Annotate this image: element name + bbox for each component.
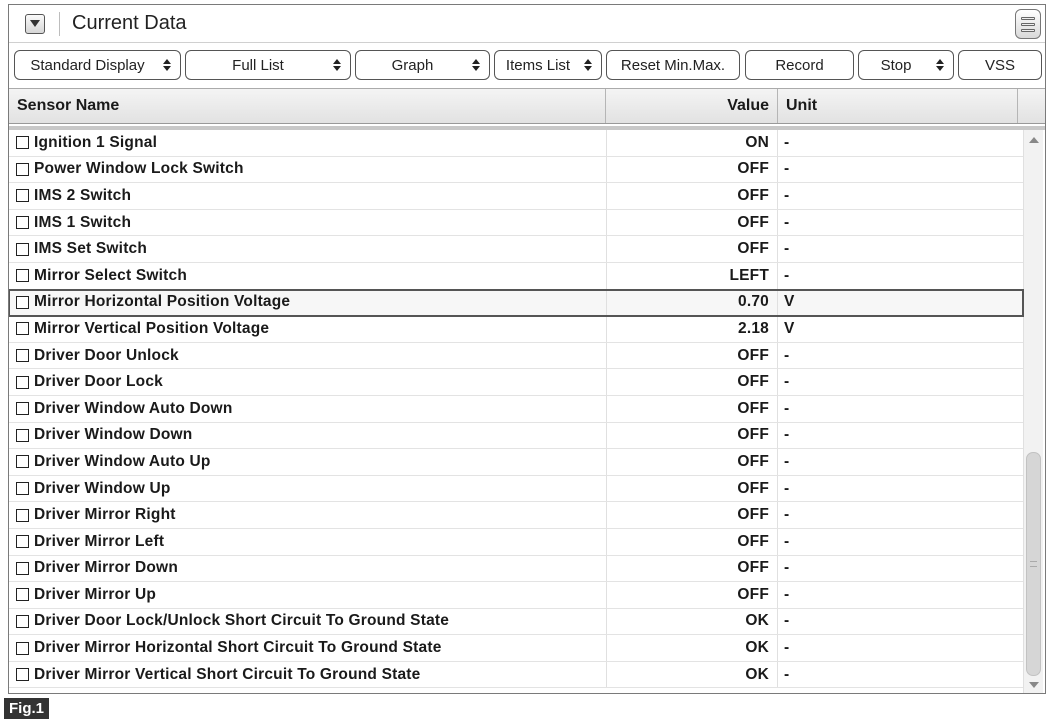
sensor-name: Driver Mirror Right — [34, 506, 176, 524]
sensor-name: Mirror Vertical Position Voltage — [34, 319, 270, 337]
sensor-value: OFF — [607, 396, 778, 422]
sensor-name: Mirror Select Switch — [34, 266, 188, 284]
table-row[interactable] — [9, 423, 1023, 450]
updown-arrow-icon — [933, 59, 947, 71]
toolbar — [9, 43, 1045, 87]
sensor-unit: - — [784, 213, 790, 231]
row-checkbox[interactable] — [16, 136, 29, 149]
table-row[interactable] — [9, 183, 1023, 210]
row-checkbox[interactable] — [16, 349, 29, 362]
column-header-unit[interactable]: Unit — [778, 89, 1018, 123]
sensor-name-cell — [9, 423, 607, 449]
figure-label: Fig.1 — [4, 698, 49, 719]
title-separator — [59, 12, 60, 36]
sensor-name: IMS Set Switch — [34, 240, 148, 258]
table-row[interactable] — [9, 130, 1023, 157]
sensor-unit: - — [784, 532, 790, 550]
row-checkbox[interactable] — [16, 455, 29, 468]
sensor-value: OFF — [607, 183, 778, 209]
column-header-filler — [1018, 89, 1046, 123]
sensor-value: OK — [607, 635, 778, 661]
column-header-sensor-name[interactable]: Sensor Name — [9, 89, 606, 123]
sensor-name-cell — [9, 502, 607, 528]
sensor-name-cell — [9, 635, 607, 661]
row-checkbox[interactable] — [16, 269, 29, 282]
grid-header — [9, 88, 1046, 124]
row-checkbox[interactable] — [16, 243, 29, 256]
sensor-name-cell — [9, 449, 607, 475]
table-row[interactable] — [9, 582, 1023, 609]
table-row[interactable] — [9, 290, 1023, 317]
row-checkbox[interactable] — [16, 615, 29, 628]
sensor-unit: - — [784, 373, 790, 391]
row-checkbox[interactable] — [16, 482, 29, 495]
row-checkbox[interactable] — [16, 322, 29, 335]
sensor-value: OFF — [607, 556, 778, 582]
sensor-name: Driver Window Down — [34, 426, 193, 444]
sensor-name-cell — [9, 556, 607, 582]
sensor-value: OK — [607, 662, 778, 688]
sensor-unit: - — [784, 186, 790, 204]
row-checkbox[interactable] — [16, 429, 29, 442]
table-row[interactable] — [9, 343, 1023, 370]
updown-arrow-icon — [469, 59, 483, 71]
row-checkbox[interactable] — [16, 376, 29, 389]
table-row[interactable] — [9, 316, 1023, 343]
sensor-name-cell — [9, 316, 607, 342]
sensor-name-cell — [9, 130, 607, 156]
table-row[interactable] — [9, 157, 1023, 184]
sensor-name-cell — [9, 609, 607, 635]
collapse-icon — [30, 20, 40, 27]
sensor-value: OFF — [607, 236, 778, 262]
scroll-thumb[interactable] — [1026, 452, 1041, 676]
items-list-label: Items List — [505, 56, 571, 74]
sensor-name: Driver Door Lock — [34, 373, 163, 391]
sensor-unit: - — [784, 266, 790, 284]
standard-display-select[interactable] — [14, 50, 181, 80]
sensor-unit: - — [784, 479, 790, 497]
table-row[interactable] — [9, 396, 1023, 423]
sensor-name-cell — [9, 369, 607, 395]
sensor-unit: - — [784, 240, 790, 258]
sensor-name: Driver Mirror Up — [34, 585, 157, 603]
sensor-name-cell — [9, 263, 607, 289]
row-checkbox[interactable] — [16, 588, 29, 601]
sensor-unit: - — [784, 452, 790, 470]
row-checkbox[interactable] — [16, 216, 29, 229]
reset-minmax-label: Reset Min.Max. — [620, 56, 726, 74]
sensor-name: Driver Window Auto Down — [34, 399, 233, 417]
sensor-unit: - — [784, 426, 790, 444]
table-row[interactable] — [9, 369, 1023, 396]
sensor-name-cell — [9, 662, 607, 688]
sensor-unit: - — [784, 133, 790, 151]
sensor-value: OFF — [607, 449, 778, 475]
vss-label: VSS — [984, 56, 1015, 74]
menu-button[interactable] — [1015, 9, 1041, 39]
menu-icon — [1021, 17, 1035, 20]
scroll-down-icon[interactable] — [1028, 679, 1040, 691]
sensor-value: OFF — [607, 210, 778, 236]
scroll-up-icon[interactable] — [1028, 134, 1040, 146]
updown-arrow-icon — [330, 59, 344, 71]
sensor-value: OFF — [607, 582, 778, 608]
table-row[interactable] — [9, 529, 1023, 556]
table-row[interactable] — [9, 476, 1023, 503]
sensor-name-cell — [9, 582, 607, 608]
graph-select[interactable] — [355, 50, 490, 80]
table-row[interactable] — [9, 556, 1023, 583]
sensor-name: Driver Mirror Vertical Short Circuit To Ground State — [34, 665, 421, 683]
sensor-name: IMS 2 Switch — [34, 186, 132, 204]
sensor-value: ON — [607, 130, 778, 156]
updown-arrow-icon — [581, 59, 595, 71]
graph-label: Graph — [391, 56, 434, 74]
record-button[interactable] — [745, 50, 854, 80]
sensor-value: 2.18 — [607, 316, 778, 342]
sensor-value: OFF — [607, 369, 778, 395]
sensor-name-cell — [9, 210, 607, 236]
table-row[interactable] — [9, 210, 1023, 237]
sensor-value: OFF — [607, 423, 778, 449]
table-row[interactable] — [9, 662, 1023, 689]
column-header-value[interactable]: Value — [606, 89, 778, 123]
row-checkbox[interactable] — [16, 296, 29, 309]
vertical-scrollbar[interactable] — [1023, 130, 1043, 693]
sensor-name-cell — [9, 236, 607, 262]
sensor-value: 0.70 — [607, 290, 778, 316]
row-checkbox[interactable] — [16, 562, 29, 575]
vss-button[interactable] — [958, 50, 1042, 80]
sensor-unit: V — [784, 293, 795, 311]
sensor-unit: - — [784, 612, 790, 630]
row-checkbox[interactable] — [16, 402, 29, 415]
sensor-name-cell — [9, 396, 607, 422]
sensor-unit: - — [784, 346, 790, 364]
sensor-value: OFF — [607, 502, 778, 528]
standard-display-label: Standard Display — [30, 56, 145, 74]
sensor-value: OFF — [607, 157, 778, 183]
sensor-unit: - — [784, 559, 790, 577]
row-checkbox[interactable] — [16, 642, 29, 655]
row-checkbox[interactable] — [16, 668, 29, 681]
sensor-unit: - — [784, 160, 790, 178]
record-label: Record — [775, 56, 824, 74]
sensor-name: Driver Mirror Down — [34, 559, 178, 577]
collapse-button[interactable] — [25, 14, 45, 34]
table-row[interactable] — [9, 609, 1023, 636]
sensor-unit: V — [784, 319, 795, 337]
reset-minmax-button[interactable] — [606, 50, 740, 80]
sensor-name: Driver Door Unlock — [34, 346, 179, 364]
sensor-value: OFF — [607, 343, 778, 369]
sensor-name: Driver Mirror Horizontal Short Circuit To Ground State — [34, 639, 442, 657]
sensor-name: Driver Door Lock/Unlock Short Circuit To Ground State — [34, 612, 450, 630]
row-checkbox[interactable] — [16, 509, 29, 522]
stop-label: Stop — [880, 56, 912, 74]
sensor-value: LEFT — [607, 263, 778, 289]
sensor-name: Driver Window Up — [34, 479, 171, 497]
title-bar — [9, 5, 1045, 43]
stop-select[interactable] — [858, 50, 954, 80]
table-row[interactable] — [9, 449, 1023, 476]
sensor-value: OFF — [607, 476, 778, 502]
sensor-name-cell — [9, 290, 607, 316]
full-list-label: Full List — [232, 56, 284, 74]
sensor-name-cell — [9, 157, 607, 183]
sensor-name-cell — [9, 183, 607, 209]
sensor-value: OK — [607, 609, 778, 635]
sensor-unit: - — [784, 665, 790, 683]
sensor-value: OFF — [607, 529, 778, 555]
sensor-unit: - — [784, 506, 790, 524]
row-checkbox[interactable] — [16, 163, 29, 176]
sensor-name: Driver Mirror Left — [34, 532, 165, 550]
window-title: Current Data — [72, 12, 187, 34]
items-list-select[interactable] — [494, 50, 602, 80]
sensor-name-cell — [9, 343, 607, 369]
sensor-name-cell — [9, 476, 607, 502]
table-row[interactable] — [9, 502, 1023, 529]
sensor-name: Ignition 1 Signal — [34, 133, 158, 151]
row-checkbox[interactable] — [16, 535, 29, 548]
table-row[interactable] — [9, 263, 1023, 290]
updown-arrow-icon — [160, 59, 174, 71]
sensor-unit: - — [784, 399, 790, 417]
table-row[interactable] — [9, 236, 1023, 263]
sensor-list — [9, 130, 1023, 688]
full-list-select[interactable] — [185, 50, 351, 80]
sensor-name: IMS 1 Switch — [34, 213, 132, 231]
row-checkbox[interactable] — [16, 189, 29, 202]
sensor-name-cell — [9, 529, 607, 555]
grip-icon — [1030, 561, 1037, 567]
current-data-window — [8, 4, 1046, 694]
sensor-unit: - — [784, 639, 790, 657]
sensor-name: Power Window Lock Switch — [34, 160, 244, 178]
sensor-unit: - — [784, 585, 790, 603]
sensor-name: Mirror Horizontal Position Voltage — [34, 293, 291, 311]
table-row[interactable] — [9, 635, 1023, 662]
sensor-name: Driver Window Auto Up — [34, 452, 211, 470]
